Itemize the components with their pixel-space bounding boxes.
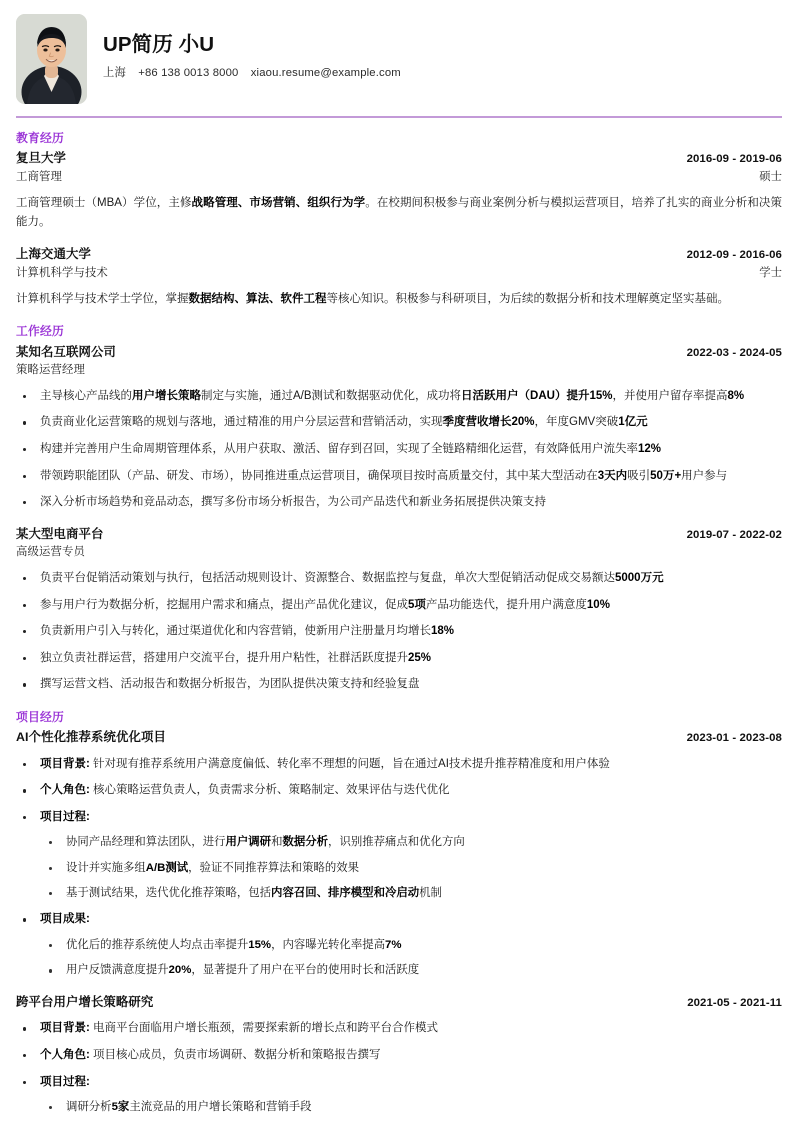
work-bullet-list — [16, 387, 782, 513]
work-bullet — [16, 493, 782, 513]
education-description-part: 等核心知识。积极参与科研项目，为后续的数据分析和技术理解奠定坚实基础。 — [326, 292, 729, 305]
project-bullet-part: 项目核心成员，负责市场调研、数据分析和策略报告撰写 — [89, 1049, 381, 1062]
work-bullet-part: 10% — [586, 598, 610, 611]
project-bullet-label: 个人角色: — [40, 784, 90, 797]
education-description-part: 战略管理、市场营销、组织行为学 — [191, 196, 366, 209]
work-bullet-part: 产品功能迭代，提升用户满意度 — [425, 598, 587, 611]
education-entry-sub — [16, 265, 782, 283]
project-bullet-label: 项目成果: — [40, 913, 90, 926]
work-bullet-part: 独立负责社群运营，搭建用户交流平台，提升用户粘性，社群活跃度提升 — [40, 651, 408, 664]
work-entry-head — [16, 525, 782, 545]
contact-line — [103, 65, 401, 83]
project-entry — [16, 728, 782, 981]
work-bullet — [16, 649, 782, 669]
work-bullet-part: 50万+ — [650, 469, 682, 482]
project-bullet-label: 项目背景: — [40, 757, 90, 770]
degree-label: 硕士 — [759, 170, 782, 183]
education-entry — [16, 149, 782, 233]
project-date: 2021-05 - 2021-11 — [687, 996, 782, 1009]
work-bullet-part: 8% — [727, 389, 745, 402]
job-title: 高级运营专员 — [16, 546, 85, 559]
work-bullet-part: 带领跨职能团队（产品、研发、市场），协同推进重点运营项目，确保项目按时高质量交付，其中某大型活动在 — [40, 469, 598, 482]
education-description-part: 数据结构、算法、软件工程 — [188, 292, 327, 305]
project-bullet-label: 项目过程: — [40, 810, 90, 823]
work-bullet-part: 季度营收增长20% — [442, 416, 535, 429]
resume-header — [16, 14, 782, 114]
work-bullet — [16, 387, 782, 407]
education-description — [16, 290, 782, 310]
project-sub-bullet — [40, 961, 782, 980]
project-sub-bullet — [40, 1098, 782, 1117]
work-bullet-part: 18% — [431, 625, 455, 638]
contact-email: xiaou.resume@example.com — [250, 66, 401, 79]
work-bullet-part: 负责平台促销活动策划与执行，包括活动规则设计、资源整合、数据监控与复盘，单次大型促销活动促成交易额达 — [40, 571, 615, 584]
project-sub-bullet-part: ，显著提升了用户在平台的使用时长和活跃度 — [191, 964, 420, 977]
project-sub-bullet-part: 机制 — [419, 887, 442, 900]
project-entry-head — [16, 993, 782, 1013]
major-name: 工商管理 — [16, 170, 62, 183]
work-bullet-part: 3天内 — [597, 469, 628, 482]
school-date: 2012-09 - 2016-06 — [686, 249, 782, 262]
project-sub-bullet-part: 15% — [248, 939, 272, 952]
section-projects — [16, 708, 782, 1118]
project-sub-bullet — [40, 833, 782, 852]
work-bullet-part: 吸引 — [627, 469, 651, 482]
company-name: 某知名互联网公司 — [16, 344, 116, 359]
header-divider — [16, 116, 782, 118]
project-sub-bullet-part: 20% — [168, 964, 192, 977]
project-bullet-list — [16, 1019, 782, 1117]
work-bullet-part: 用户参与 — [681, 469, 728, 482]
project-sub-bullet-part: 7% — [385, 939, 402, 952]
project-sub-bullet-part: 内容召回、排序模型和冷启动 — [271, 887, 420, 900]
work-bullet-part: 12% — [638, 442, 662, 455]
project-bullet — [16, 1073, 782, 1118]
project-date: 2023-01 - 2023-08 — [686, 731, 782, 744]
education-description — [16, 194, 782, 234]
contact-phone: +86 138 0013 8000 — [138, 66, 239, 79]
project-sub-bullet-part: 优化后的推荐系统使人均点击率提升 — [66, 939, 249, 952]
work-bullet — [16, 569, 782, 589]
project-sub-bullet-part: 协同产品经理和算法团队，进行 — [66, 836, 226, 849]
work-bullet-part: 用户增长策略 — [132, 389, 201, 402]
project-sub-bullet-part: 数据分析 — [282, 836, 329, 849]
work-bullet — [16, 413, 782, 433]
work-bullet-part: 25% — [408, 651, 432, 664]
work-bullet-part: 撰写运营文档、活动报告和数据分析报告，为团队提供决策支持和经验复盘 — [40, 678, 420, 691]
page-title: UP简历 小U — [103, 33, 215, 56]
project-bullet-list — [16, 755, 782, 981]
project-sub-bullet-list — [40, 1098, 782, 1117]
project-sub-bullet — [40, 936, 782, 955]
education-description-part: 工商管理硕士（MBA）学位，主修 — [16, 196, 192, 209]
work-bullet-part: 负责新用户引入与转化，通过渠道优化和内容营销，使新用户注册量月均增长 — [40, 625, 431, 638]
project-bullet — [16, 755, 782, 775]
work-bullet-part: 深入分析市场趋势和竞品动态，撰写多份市场分析报告，为公司产品迭代和新业务拓展提供决策支持 — [40, 496, 546, 509]
work-bullet-part: 日活跃用户（DAU）提升15% — [461, 389, 613, 402]
work-entry-head — [16, 343, 782, 363]
education-entry-sub — [16, 169, 782, 187]
section-title-work: 工作经历 — [16, 324, 64, 339]
project-bullet-part: 针对现有推荐系统用户满意度偏低、转化率不理想的问题，旨在通过AI技术提升推荐精准度和用户体验 — [89, 757, 610, 770]
section-title-education: 教育经历 — [16, 131, 64, 145]
project-sub-bullet-part: A/B测试 — [145, 861, 189, 874]
project-name: 跨平台用户增长策略研究 — [16, 994, 154, 1009]
project-sub-bullet-part: 用户反馈满意度提升 — [66, 964, 169, 977]
education-description-part: 。在校期间积极参与商业案例分析与模拟运营项目，培养了扎实的商业分析和决策能力。 — [16, 196, 783, 229]
education-entry-head — [16, 245, 782, 265]
work-bullet-part: 制定与实施，通过A/B测试和数据驱动优化，成功将 — [201, 389, 462, 402]
school-name: 上海交通大学 — [16, 247, 91, 262]
project-bullet — [16, 910, 782, 980]
job-title: 策略运营经理 — [16, 364, 85, 377]
work-bullet-part: 5000万元 — [615, 571, 664, 584]
contact-location: 上海 — [103, 66, 126, 79]
work-bullet — [16, 440, 782, 460]
school-name: 复旦大学 — [16, 151, 66, 166]
work-date: 2019-07 - 2022-02 — [686, 528, 782, 541]
education-description-part: 计算机科学与技术学士学位，掌握 — [16, 292, 189, 305]
work-date: 2022-03 - 2024-05 — [686, 346, 782, 359]
work-bullet-part: ，并使用户留存率提高 — [612, 389, 728, 402]
project-entry — [16, 993, 782, 1118]
resume-body — [16, 129, 782, 1118]
work-bullet-part: ，年度GMV突破 — [534, 416, 619, 429]
project-bullet-part: 核心策略运营负责人，负责需求分析、策略制定、效果评估与迭代优化 — [89, 784, 450, 797]
project-sub-bullet-part: 调研分析 — [66, 1101, 112, 1114]
project-sub-bullet-part: 和 — [271, 836, 283, 849]
work-entry — [16, 343, 782, 513]
project-sub-bullet-part: 设计并实施多组 — [66, 861, 146, 874]
project-sub-bullet-part: ，验证不同推荐算法和策略的效果 — [188, 861, 360, 874]
section-title-projects: 项目经历 — [16, 709, 64, 724]
project-sub-bullet-part: 基于测试结果，迭代优化推荐策略，包括 — [66, 887, 272, 900]
project-bullet — [16, 781, 782, 801]
project-sub-bullet-list — [40, 833, 782, 903]
project-bullet-label: 项目过程: — [40, 1075, 90, 1088]
work-bullet-part: 主导核心产品线的 — [40, 389, 132, 402]
work-bullet — [16, 467, 782, 487]
school-date: 2016-09 - 2019-06 — [686, 153, 782, 166]
work-bullet-list — [16, 569, 782, 695]
company-name: 某大型电商平台 — [16, 526, 104, 541]
work-bullet-part: 参与用户行为数据分析，挖掘用户需求和痛点，提出产品优化建议，促成 — [40, 598, 408, 611]
work-bullet — [16, 675, 782, 695]
project-sub-bullet — [40, 859, 782, 878]
profile-photo — [16, 14, 87, 104]
project-bullet — [16, 1046, 782, 1066]
project-bullet — [16, 808, 782, 904]
project-sub-bullet-part: 用户调研 — [225, 836, 272, 849]
work-bullet-part: 1亿元 — [618, 416, 648, 429]
work-bullet-part: 负责商业化运营策略的规划与落地，通过精准的用户分层运营和营销活动，实现 — [40, 416, 443, 429]
project-bullet — [16, 1019, 782, 1039]
project-bullet-label: 个人角色: — [40, 1049, 90, 1062]
section-education — [16, 129, 782, 309]
work-bullet — [16, 596, 782, 616]
project-sub-bullet-part: 5家 — [111, 1101, 130, 1114]
degree-label: 学士 — [759, 266, 782, 279]
project-bullet-part: 电商平台面临用户增长瓶颈，需要探索新的增长点和跨平台合作模式 — [89, 1022, 439, 1035]
major-name: 计算机科学与技术 — [16, 266, 108, 279]
project-sub-bullet-part: ，识别推荐痛点和优化方向 — [328, 836, 465, 849]
education-entry — [16, 245, 782, 309]
header-text-block — [103, 14, 401, 82]
project-name: AI个性化推荐系统优化项目 — [16, 729, 166, 744]
section-work — [16, 322, 782, 694]
project-sub-bullet-part: 主流竞品的用户增长策略和营销手段 — [129, 1101, 312, 1114]
work-bullet-part: 构建并完善用户生命周期管理体系，从用户获取、激活、留存到召回，实现了全链路精细化运营，有效降低用户流失率 — [40, 442, 638, 455]
project-bullet-label: 项目背景: — [40, 1022, 90, 1035]
project-sub-bullet-part: ，内容曝光转化率提高 — [271, 939, 385, 952]
work-entry — [16, 525, 782, 695]
project-entry-head — [16, 728, 782, 748]
project-sub-bullet — [40, 884, 782, 903]
work-bullet-part: 5项 — [408, 598, 426, 611]
work-bullet — [16, 622, 782, 642]
education-entry-head — [16, 149, 782, 169]
project-sub-bullet-list — [40, 936, 782, 981]
